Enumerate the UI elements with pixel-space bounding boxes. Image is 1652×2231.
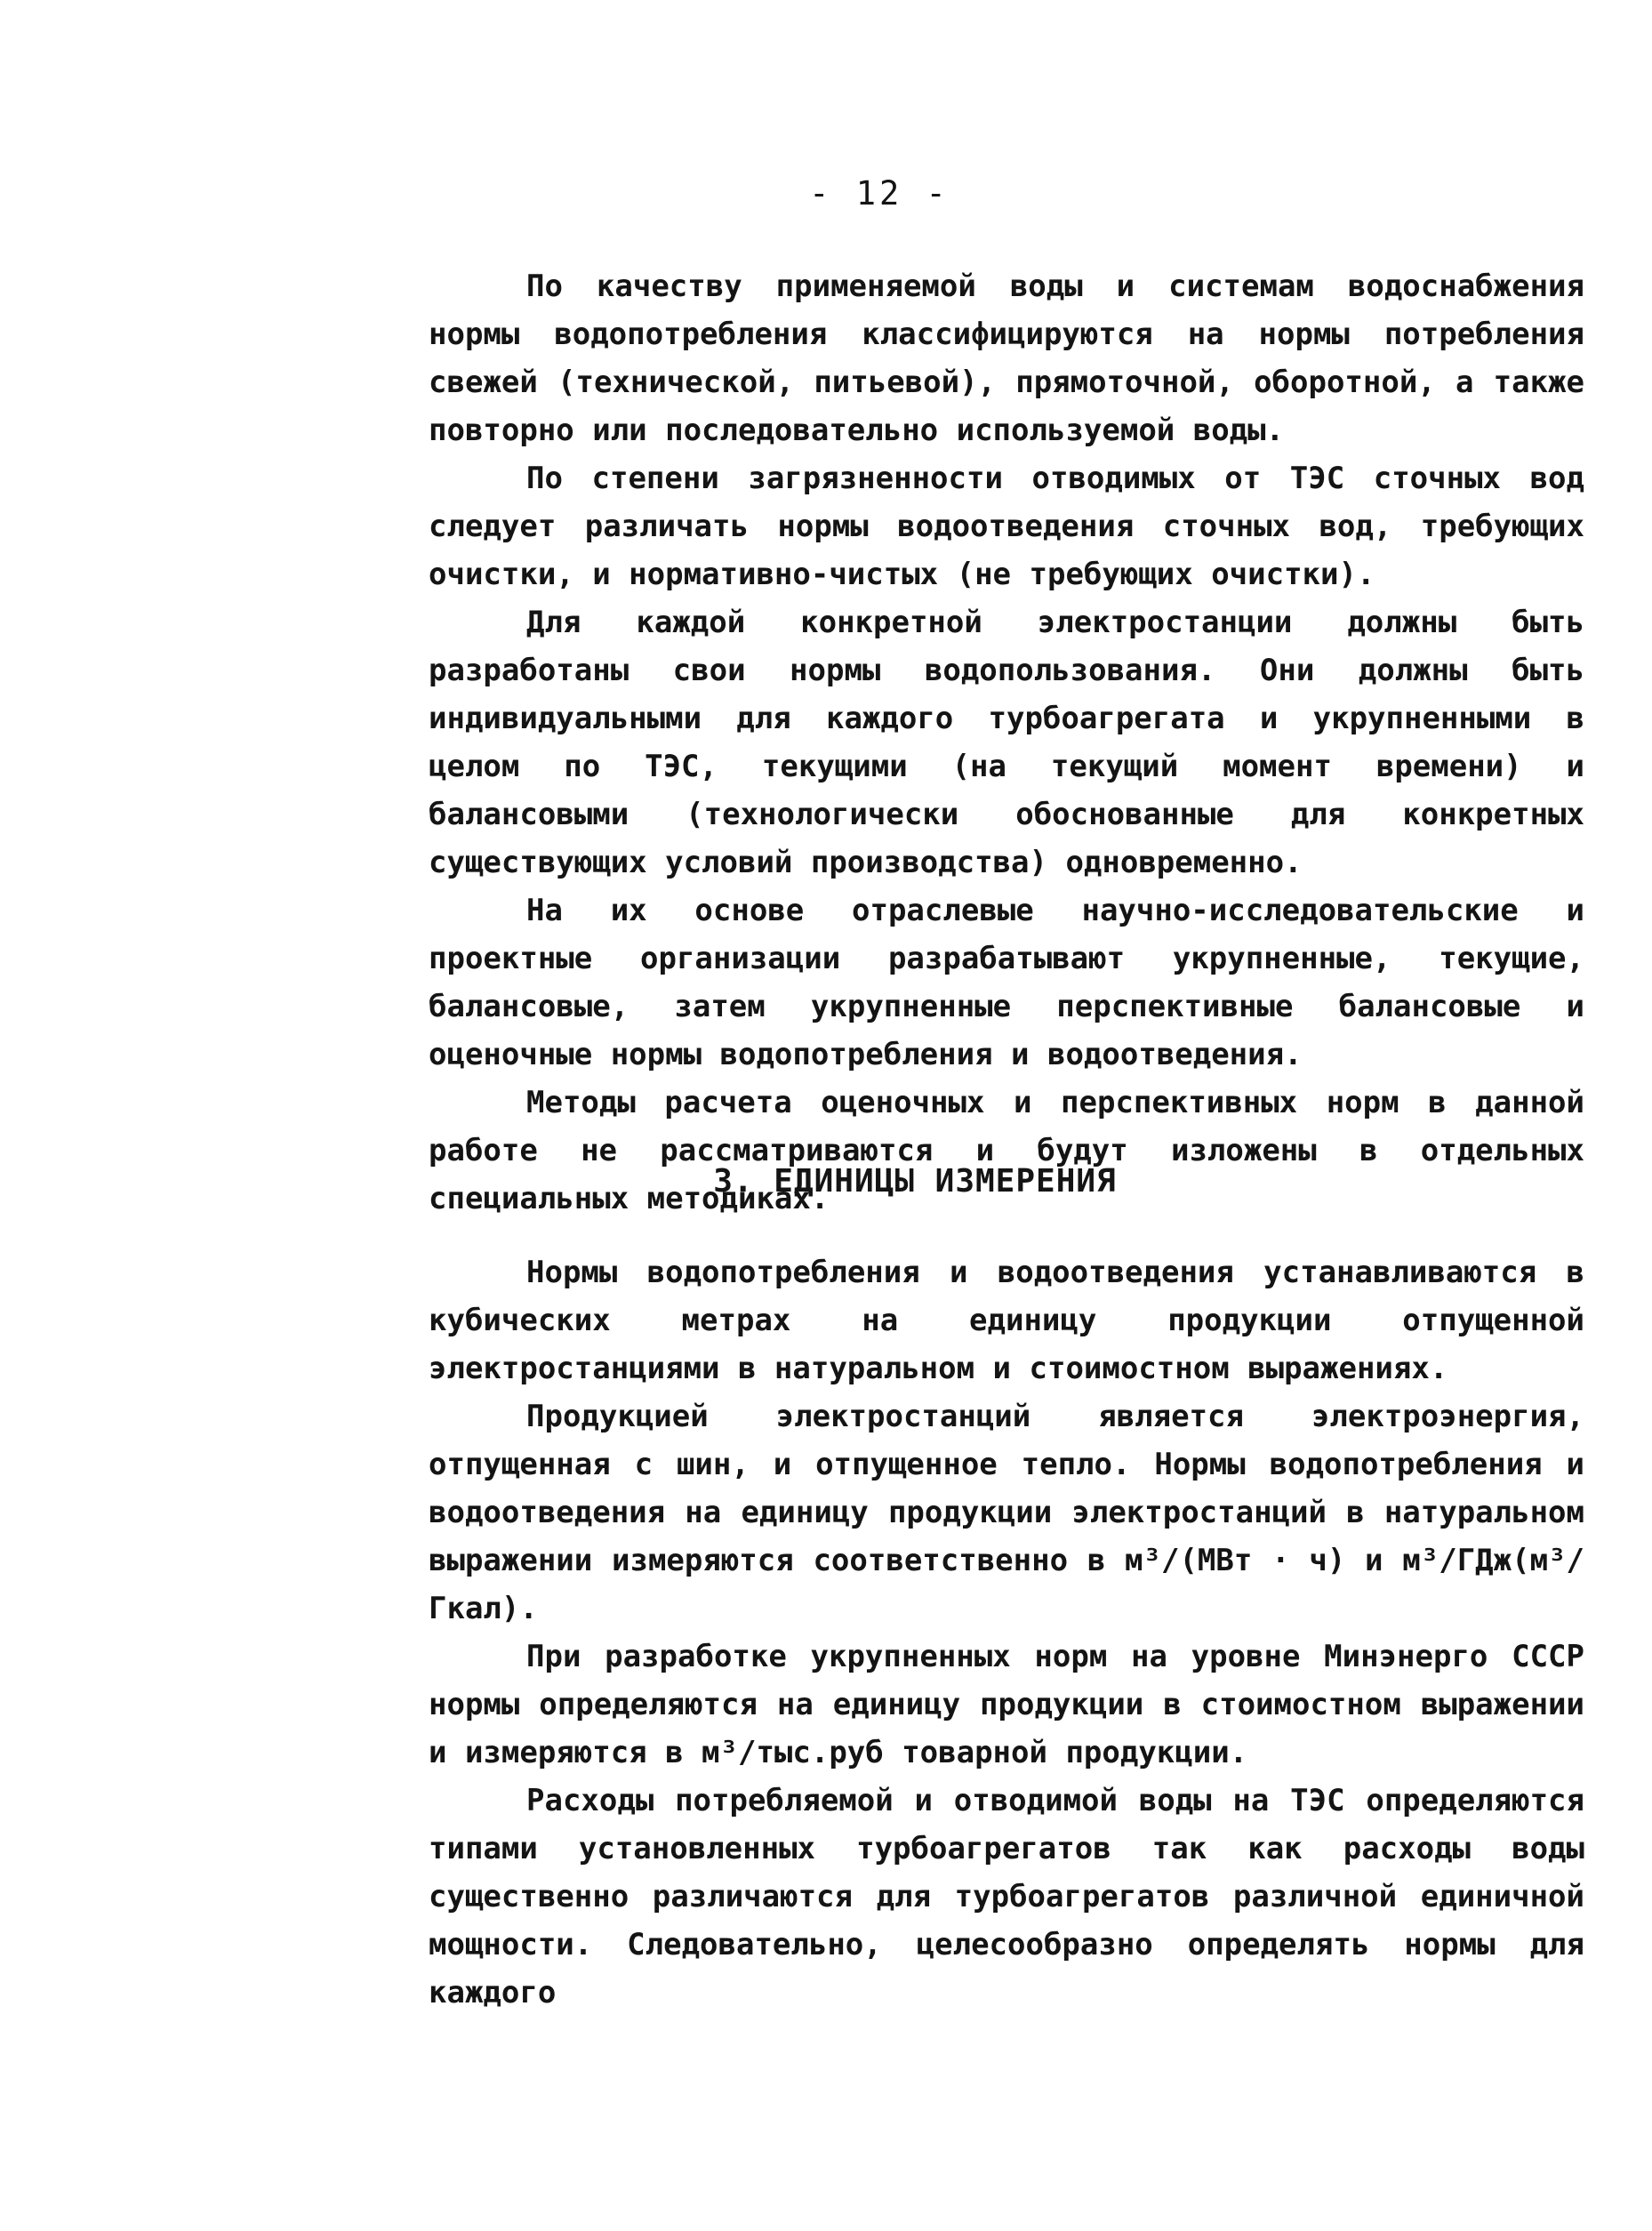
paragraph-aggregated-norms: При разработке укрупненных норм на уровне Минэнерго СССР нормы определяются на единицу продукции в стоимостном выражении и измеряются в м³/тыс.руб товарной продукции. (429, 1639, 1584, 1770)
page-number: - 12 - (809, 174, 950, 213)
section-heading-units: 3. ЕДИНИЦЫ ИЗМЕРЕНИЯ (713, 1163, 1117, 1200)
paragraph-water-quality-norms: По качеству применяемой воды и системам водоснабжения нормы водопотребления классифицируются на нормы потребления свежей (технической, питьевой), прямоточной, оборотной, а также повторно или последовательно используемой воды. (429, 269, 1584, 448)
paragraph-station-norms: Для каждой конкретной электростанции должны быть разработаны свои нормы водопользования. Они должны быть индивидуальными для каждого турбоагрегата и укрупненными в целом по ТЭС, текущими (на текущий момент времени) и балансовыми (технологически обоснованные для конкретных существующих условий производства) одновременно. (429, 605, 1584, 880)
paragraph-pollution-degree: По степени загрязненности отводимых от ТЭС сточных вод следует различать нормы водоотведения сточных вод, требующих очистки, и нормативно-чистых (не требующих очистки). (429, 461, 1584, 592)
paragraph-turbine-consumption: Расходы потребляемой и отводимой воды на ТЭС определяются типами установленных турбоагрегатов так как расходы воды существенно различаются для турбоагрегатов различной единичной мощности. Следовательно, целесообразно определять нормы для каждого (429, 1783, 1584, 2010)
paragraph-units-cubic-meters: Нормы водопотребления и водоотведения устанавливаются в кубических метрах на единицу продукции отпущенной электростанциями в натуральном и стоимостном выражениях. (429, 1255, 1584, 1386)
body-text-after-heading (429, 1248, 1584, 2017)
paragraph-industry-organizations: На их основе отраслевые научно-исследовательские и проектные организации разрабатывают укрупненные, текущие, балансовые, затем укрупненные перспективные балансовые и оценочные нормы водопотребления и водоотведения. (429, 893, 1584, 1072)
paragraph-calculation-methods: Методы расчета оценочных и перспективных норм в данной работе не рассматриваются и будут изложены в отдельных специальных методиках. (429, 1085, 1584, 1216)
body-text-before-heading (429, 262, 1584, 1223)
paragraph-production-units: Продукцией электростанций является электроэнергия, отпущенная с шин, и отпущенное тепло. Нормы водопотребления и водоотведения на единицу продукции электростанций в натуральном выражении измеряются соответственно в м³/(МВт · ч) и м³/ГДж(м³/Гкал). (429, 1399, 1584, 1626)
